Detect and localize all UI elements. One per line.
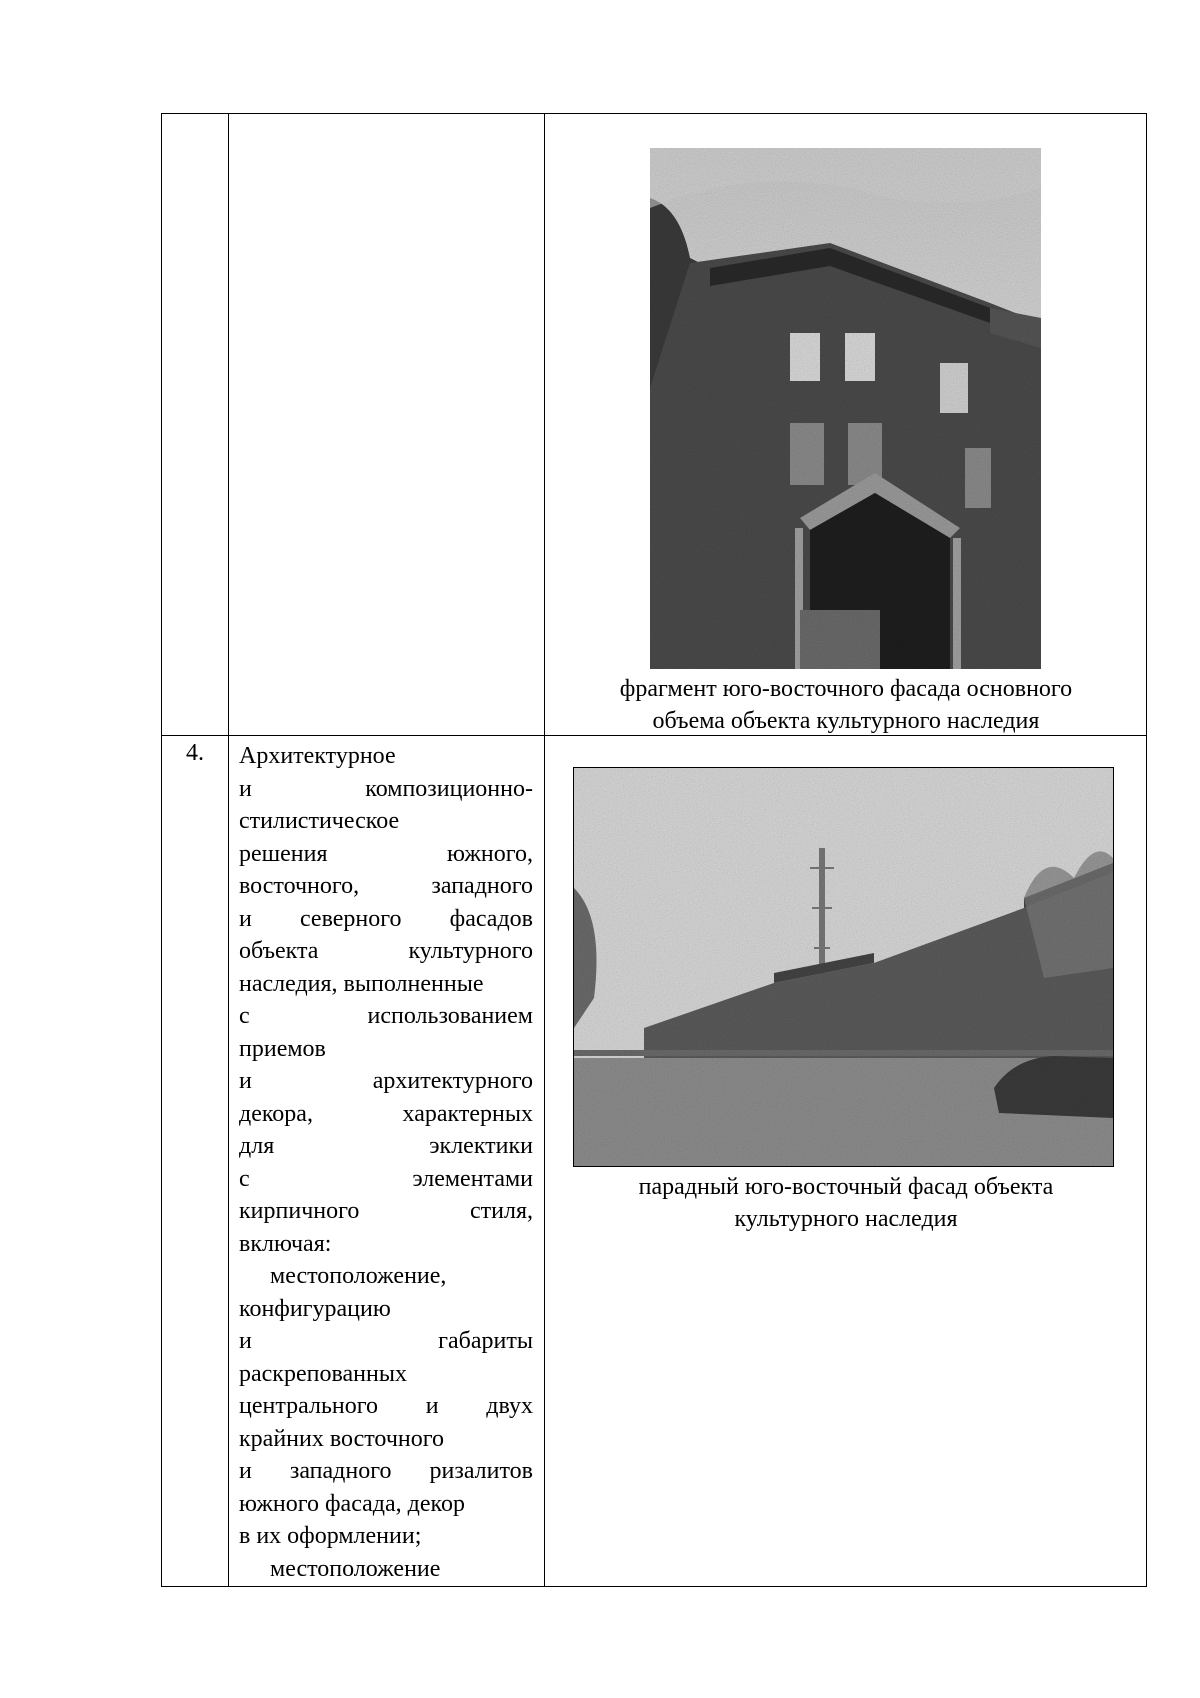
description-line: центрального и двух bbox=[239, 1393, 533, 1419]
photo-caption bbox=[545, 673, 1147, 737]
feature-description bbox=[239, 740, 533, 1585]
caption-line: фрагмент юго-восточного фасада основного bbox=[619, 676, 1073, 702]
description-line: наследия, выполненные bbox=[239, 970, 484, 997]
table-border-left bbox=[161, 113, 162, 1587]
description-line: с использованием bbox=[239, 1003, 533, 1029]
description-line: и северного фасадов bbox=[239, 905, 533, 932]
description-line: включая: bbox=[239, 1230, 332, 1257]
description-line: стилистическое bbox=[239, 808, 400, 834]
description-line: в их оформлении; bbox=[239, 1523, 422, 1549]
description-line: декора, характерных bbox=[239, 1100, 533, 1127]
column-divider-1 bbox=[228, 113, 229, 1587]
description-line: кирпичного стиля, bbox=[239, 1198, 533, 1224]
caption-line: объема объекта культурного наследия bbox=[652, 708, 1040, 734]
facade-fragment-photo bbox=[650, 148, 1041, 669]
description-line: и габариты bbox=[239, 1328, 533, 1354]
description-line: для эклектики bbox=[239, 1133, 533, 1159]
description-line: и западного ризалитов bbox=[239, 1458, 533, 1484]
column-divider-2 bbox=[544, 113, 545, 1587]
row-number: 4. bbox=[186, 740, 204, 766]
caption-line: парадный юго-восточный фасад объекта bbox=[638, 1174, 1054, 1200]
table-border-top bbox=[161, 113, 1147, 114]
description-line: с элементами bbox=[239, 1165, 533, 1192]
table-border-right bbox=[1146, 113, 1147, 1587]
description-line: конфигурацию bbox=[239, 1295, 391, 1322]
photo-caption bbox=[545, 1171, 1147, 1235]
description-line: и композиционно- bbox=[239, 775, 533, 802]
heritage-object-table bbox=[161, 113, 1147, 1587]
description-line: местоположение, bbox=[270, 1263, 447, 1289]
description-line: и архитектурного bbox=[239, 1068, 533, 1094]
description-line: Архитектурное bbox=[239, 743, 396, 769]
facade-main-photo bbox=[573, 767, 1114, 1167]
description-line: объекта культурного bbox=[239, 938, 533, 964]
description-line: восточного, западного bbox=[239, 873, 533, 899]
description-line: крайних восточного bbox=[239, 1425, 444, 1452]
description-line: решения южного, bbox=[239, 840, 533, 867]
description-line: приемов bbox=[239, 1035, 326, 1062]
description-line: местоположение bbox=[270, 1555, 441, 1582]
description-line: раскрепованных bbox=[239, 1360, 407, 1387]
table-border-bottom bbox=[161, 1586, 1147, 1587]
caption-line: культурного наследия bbox=[734, 1206, 958, 1232]
description-line: южного фасада, декор bbox=[239, 1490, 465, 1517]
